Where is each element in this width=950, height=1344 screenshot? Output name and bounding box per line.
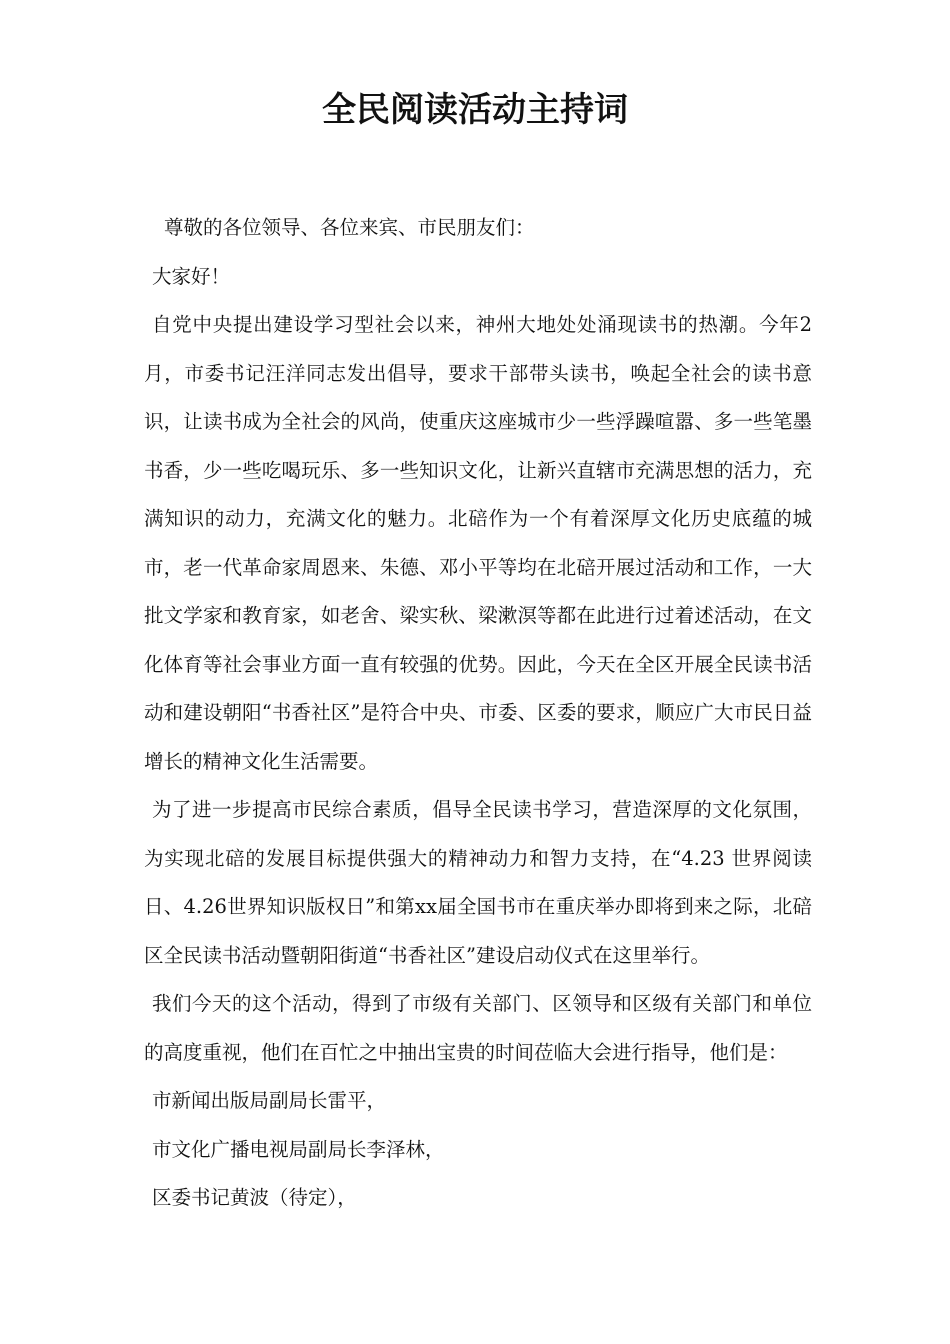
hello-paragraph: 大家好！ [152,264,231,288]
guest-line: 区委书记黄波（待定）， [152,1186,357,1209]
background-paragraph: 自党中央提出建设学习型社会以来，神州大地处处涌现读书的热潮。今年2月，市委书记汪洋同志发出倡导，要求干部带头读书，唤起全社会的读书意识，让读书成为全社会的风尚，使重庆这座城市少一些浮躁喧嚣、多一些笔墨书香，少一些吃喝玩乐、多一些知识文化，让新兴直辖市充满思想的活力，充满知识的动力，充满文化的魅力。北碚作为一个有着深厚文化历史底蕴的城市，老一代革命家周恩来、朱德、邓小平等均在北碚开展过活动和工作，一大批文学家和教育家，如老舍、梁实秋、梁漱溟等都在此进行过着述活动，在文化体育等社会事业方面一直有较强的优势。因此，今天在全区开展全民读书活动和建设朝阳“书香社区”是符合中央、市委、区委的要求，顺应广大市民日益增长的精神文化生活需要。 [144,313,812,773]
document-body [144,204,812,1223]
document-title: 全民阅读活动主持词 [322,90,628,130]
guest-line: 市文化广播电视局副局长李泽林， [152,1137,445,1161]
purpose-paragraph: 为了进一步提高市民综合素质，倡导全民读书学习，营造深厚的文化氛围，为实现北碚的发展目标提供强大的精神动力和智力支持，在“4.23 世界阅读日、4.26世界知识版权日”和第xx届全国书市在重庆举办即将到来之际，北碚区全民读书活动暨朝阳街道“书香社区”建设启动仪式在这里举行。 [144,798,812,967]
guest-line: 市新闻出版局副局长雷平， [152,1089,387,1112]
greeting-paragraph: 尊敬的各位领导、各位来宾、市民朋友们： [164,216,535,239]
guests-intro-paragraph: 我们今天的这个活动，得到了市级有关部门、区领导和区级有关部门和单位的高度重视，他们在百忙之中抽出宝贵的时间莅临大会进行指导，他们是： [144,992,812,1064]
